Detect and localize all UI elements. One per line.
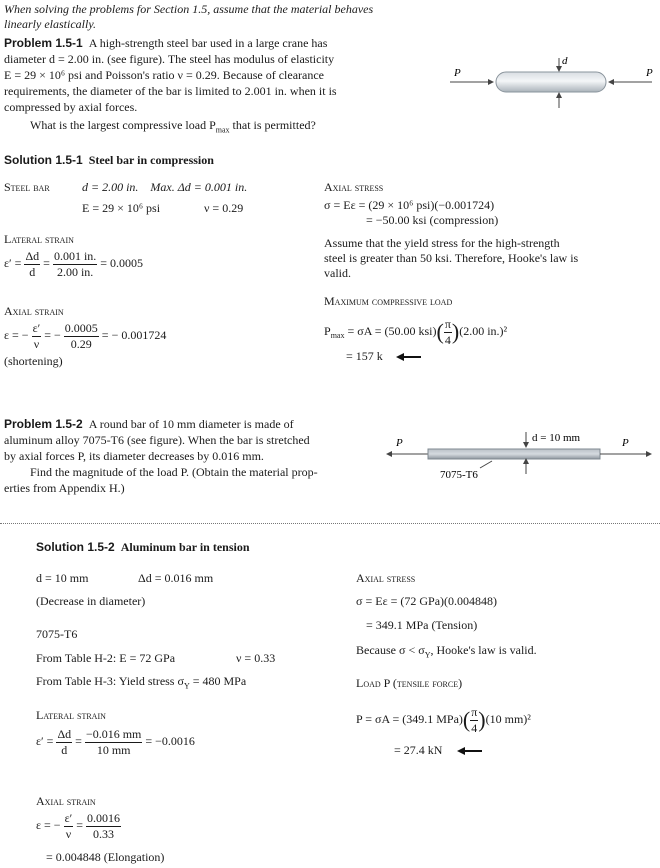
axial-strain-result: = 0.004848 (Elongation) bbox=[46, 850, 165, 864]
heading-lateral-strain: Lateral strain bbox=[4, 232, 74, 246]
axial-strain-equation: ε = − $\frac{\varepsilon'}{\nu}$ = $\frac{0.0016}{0.33}$ bbox=[36, 811, 121, 841]
solution-title: Steel bar in compression bbox=[88, 153, 214, 167]
assumption-text: Assume that the yield stress for the high-strength bbox=[324, 236, 560, 250]
stress-equation: σ = Eε = (72 GPa)(0.004848) bbox=[356, 594, 498, 608]
problem-text: A round bar of 10 mm diameter is made of bbox=[88, 417, 294, 431]
problem-text: diameter d = 2.00 in. (see figure). The steel has modulus of elasticity bbox=[4, 52, 335, 66]
problem-text: A high-strength steel bar used in a large crane has bbox=[88, 36, 328, 50]
load-equation: P = σA = (349.1 MPa)( $\frac{\pi}{4}$ )(10 mm)² bbox=[356, 705, 531, 735]
given-diameter: d = 10 mm bbox=[36, 571, 89, 585]
solution-label: Solution 1.5-2 bbox=[36, 540, 115, 554]
problem-text: compressed by axial forces. bbox=[4, 100, 138, 114]
load-label-left: P bbox=[454, 67, 461, 79]
load-label-right: P bbox=[646, 67, 653, 79]
stress-equation: σ = Eε = (29 × 10⁶ psi)(−0.001724) bbox=[324, 198, 495, 212]
diameter-label: d bbox=[562, 55, 568, 67]
problem-text: requirements, the diameter of the bar is limited to 2.001 in. when it is bbox=[4, 84, 337, 98]
max-load-result: = 157 k bbox=[346, 349, 422, 364]
problem-label: Problem 1.5-2 bbox=[4, 417, 83, 431]
problem-text: by axial forces P, its diameter decreases by 0.016 mm. bbox=[4, 449, 264, 463]
axial-strain-equation: ε = − $\frac{\varepsilon'}{\nu}$ = − $\frac{0.0005}{0.29}$ = − 0.001724 bbox=[4, 321, 167, 351]
aluminum-bar-figure bbox=[384, 424, 656, 486]
table-h2-poisson: ν = 0.33 bbox=[236, 651, 276, 665]
left-arrow-icon bbox=[396, 352, 422, 362]
decrease-note: (Decrease in diameter) bbox=[36, 594, 146, 608]
table-h3-yield: From Table H-3: Yield stress $\sigma_Y = 480$ MPa bbox=[36, 674, 247, 691]
heading-axial-strain: Axial strain bbox=[4, 304, 64, 318]
lateral-strain-equation: ε′ = $\frac{\Delta d}{d}$ = $\frac{0.001 in.}{2.00 in.}$ = 0.0005 bbox=[4, 249, 144, 279]
problem-text: E = 29 × 10⁶ psi and Poisson's ratio ν = 0.29. Because of clearance bbox=[4, 68, 325, 82]
steel-bar-figure bbox=[440, 50, 660, 138]
table-h2-values: From Table H-2: E = 72 GPa bbox=[36, 651, 176, 665]
heading-axial-stress: Axial stress bbox=[324, 180, 384, 194]
shortening-note: (shortening) bbox=[4, 354, 63, 368]
stress-result: = 349.1 MPa (Tension) bbox=[366, 618, 478, 632]
problem-text: aluminum alloy 7075-T6 (see figure). When the bar is stretched bbox=[4, 433, 310, 447]
section-divider bbox=[0, 523, 660, 524]
problem-text: erties from Appendix H.) bbox=[4, 481, 125, 495]
load-label-left: P bbox=[396, 437, 403, 449]
given-modulus: E = 29 × 10⁶ psi bbox=[82, 201, 161, 215]
assumption-text: steel is greater than 50 ksi. Therefore, Hooke's law is bbox=[324, 251, 579, 265]
alloy-name: 7075-T6 bbox=[36, 627, 78, 641]
alloy-label: 7075-T6 bbox=[440, 469, 478, 481]
load-result: = 27.4 kN bbox=[394, 743, 483, 758]
max-load-equation: $P_{max} = \sigma A = (50.00$ ksi)( $\frac{\pi}{4}$ )(2.00 in.)² bbox=[324, 317, 508, 347]
diameter-label: d = 10 mm bbox=[532, 432, 581, 444]
left-arrow-icon bbox=[457, 746, 483, 756]
problem-text: Find the magnitude of the load P. (Obtain the material prop- bbox=[30, 465, 318, 479]
problem-label: Problem 1.5-1 bbox=[4, 36, 83, 50]
solution-label: Solution 1.5-1 bbox=[4, 153, 83, 167]
problem-question: What is the largest compressive load $P_{max}$ that is permitted? bbox=[30, 118, 316, 135]
heading-steel-bar: Steel bar bbox=[4, 180, 50, 194]
given-delta-d: Δd = 0.016 mm bbox=[138, 571, 214, 585]
heading-axial-stress: Axial stress bbox=[356, 571, 416, 585]
solution-title: Aluminum bar in tension bbox=[120, 540, 250, 554]
stress-result: = −50.00 ksi (compression) bbox=[366, 213, 499, 227]
hooke-statement: Because $\sigma < \sigma_Y$, Hooke's law is valid. bbox=[356, 643, 537, 660]
given-poisson: ν = 0.29 bbox=[204, 201, 244, 215]
assumption-text: valid. bbox=[324, 266, 351, 280]
load-label-right: P bbox=[622, 437, 629, 449]
heading-load: Load P (tensile force) bbox=[356, 676, 463, 690]
given-values: d = 2.00 in. Max. Δd = 0.001 in. bbox=[82, 180, 248, 194]
heading-lateral-strain: Lateral strain bbox=[36, 708, 106, 722]
heading-axial-strain: Axial strain bbox=[36, 794, 96, 808]
section-intro: When solving the problems for Section 1.5, assume that the material behaves linearly elastically. bbox=[4, 2, 374, 31]
lateral-strain-equation: ε′ = $\frac{\Delta d}{d}$ = $\frac{-0.016 mm}{10 mm}$ = −0.0016 bbox=[36, 727, 195, 757]
heading-max-load: Maximum compressive load bbox=[324, 294, 453, 308]
